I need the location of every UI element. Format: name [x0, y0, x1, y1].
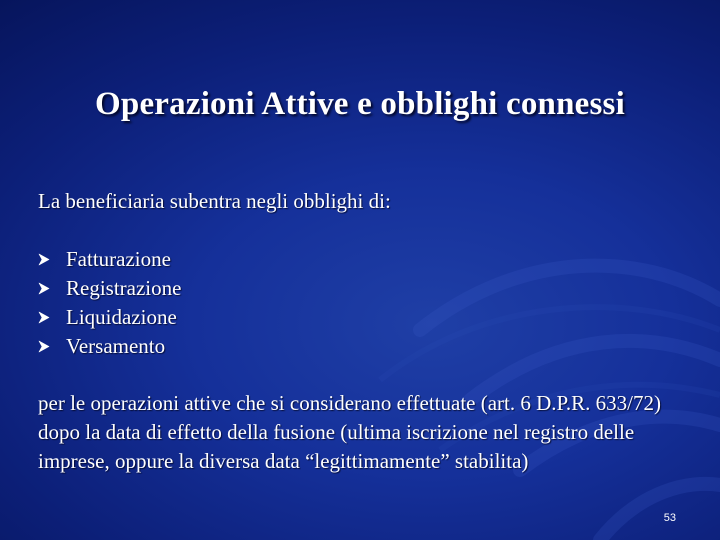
slide-title: Operazioni Attive e obblighi connessi: [95, 86, 625, 122]
list-item: [38, 274, 181, 303]
page-number: 53: [663, 512, 676, 524]
arrowhead-bullet-icon: [38, 253, 52, 266]
intro-text: La beneficiaria subentra negli obblighi di:: [38, 189, 391, 213]
arrowhead-bullet-icon: [38, 282, 52, 295]
bullet-label: Liquidazione: [66, 305, 177, 329]
body-paragraph: per le operazioni attive che si considerano effettuate (art. 6 D.P.R. 633/72) dopo la data di effetto della fusione (ultima iscrizione nel registro delle imprese, oppure la diversa data “legittimamente” stabilita): [38, 391, 661, 473]
arrowhead-bullet-icon: [38, 340, 52, 353]
list-item: [38, 303, 181, 332]
bullet-list: [38, 245, 181, 361]
list-item: [38, 245, 181, 274]
bullet-label: Fatturazione: [66, 247, 171, 271]
bullet-label: Registrazione: [66, 276, 182, 300]
arrowhead-bullet-icon: [38, 311, 52, 324]
bullet-label: Versamento: [66, 334, 166, 358]
list-item: [38, 332, 181, 361]
